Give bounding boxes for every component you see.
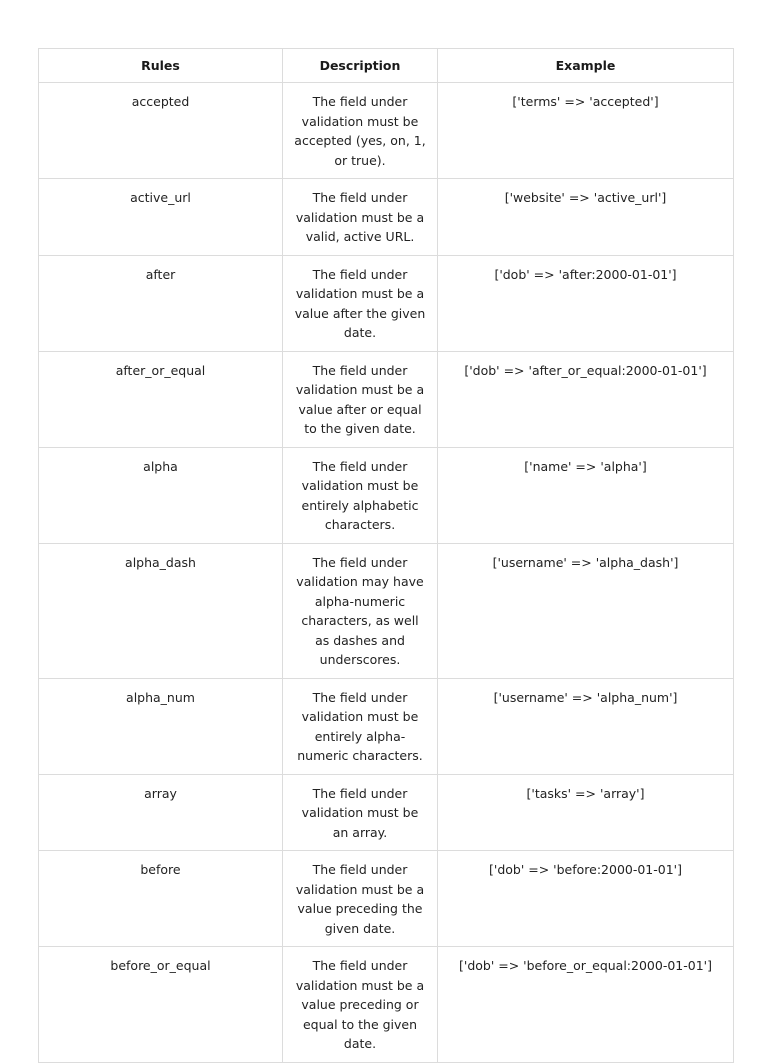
table-row: [39, 351, 734, 447]
header-description: Description: [283, 49, 438, 83]
table-row: [39, 179, 734, 256]
table-row: [39, 947, 734, 1063]
example-cell: ['terms' => 'accepted']: [438, 83, 734, 179]
example-cell: ['dob' => 'after_or_equal:2000-01-01']: [438, 351, 734, 447]
table-row: [39, 851, 734, 947]
description-cell: The field under validation must be an array.: [283, 774, 438, 851]
table-row: [39, 774, 734, 851]
rule-cell: after_or_equal: [39, 351, 283, 447]
validation-rules-table-wrapper: [38, 48, 733, 1051]
rule-cell: alpha: [39, 447, 283, 543]
rule-cell: before_or_equal: [39, 947, 283, 1063]
description-cell: The field under validation must be accepted (yes, on, 1, or true).: [283, 83, 438, 179]
example-cell: ['name' => 'alpha']: [438, 447, 734, 543]
validation-rules-table: [38, 48, 734, 1063]
description-cell: The field under validation must be entirely alpha-numeric characters.: [283, 678, 438, 774]
table-row: [39, 447, 734, 543]
example-cell: ['dob' => 'before_or_equal:2000-01-01']: [438, 947, 734, 1063]
description-cell: The field under validation must be a value preceding or equal to the given date.: [283, 947, 438, 1063]
rule-cell: accepted: [39, 83, 283, 179]
example-cell: ['username' => 'alpha_num']: [438, 678, 734, 774]
rule-cell: active_url: [39, 179, 283, 256]
description-cell: The field under validation must be a valid, active URL.: [283, 179, 438, 256]
rule-cell: alpha_num: [39, 678, 283, 774]
example-cell: ['dob' => 'before:2000-01-01']: [438, 851, 734, 947]
rule-cell: after: [39, 255, 283, 351]
rule-cell: before: [39, 851, 283, 947]
table-header-row: [39, 49, 734, 83]
example-cell: ['username' => 'alpha_dash']: [438, 543, 734, 678]
rule-cell: alpha_dash: [39, 543, 283, 678]
example-cell: ['website' => 'active_url']: [438, 179, 734, 256]
table-row: [39, 83, 734, 179]
description-cell: The field under validation must be a value after the given date.: [283, 255, 438, 351]
description-cell: The field under validation must be a value preceding the given date.: [283, 851, 438, 947]
table-row: [39, 678, 734, 774]
description-cell: The field under validation must be entirely alphabetic characters.: [283, 447, 438, 543]
description-cell: The field under validation must be a value after or equal to the given date.: [283, 351, 438, 447]
table-row: [39, 543, 734, 678]
example-cell: ['dob' => 'after:2000-01-01']: [438, 255, 734, 351]
rule-cell: array: [39, 774, 283, 851]
description-cell: The field under validation may have alpha-numeric characters, as well as dashes and underscores.: [283, 543, 438, 678]
table-row: [39, 255, 734, 351]
header-rules: Rules: [39, 49, 283, 83]
header-example: Example: [438, 49, 734, 83]
example-cell: ['tasks' => 'array']: [438, 774, 734, 851]
